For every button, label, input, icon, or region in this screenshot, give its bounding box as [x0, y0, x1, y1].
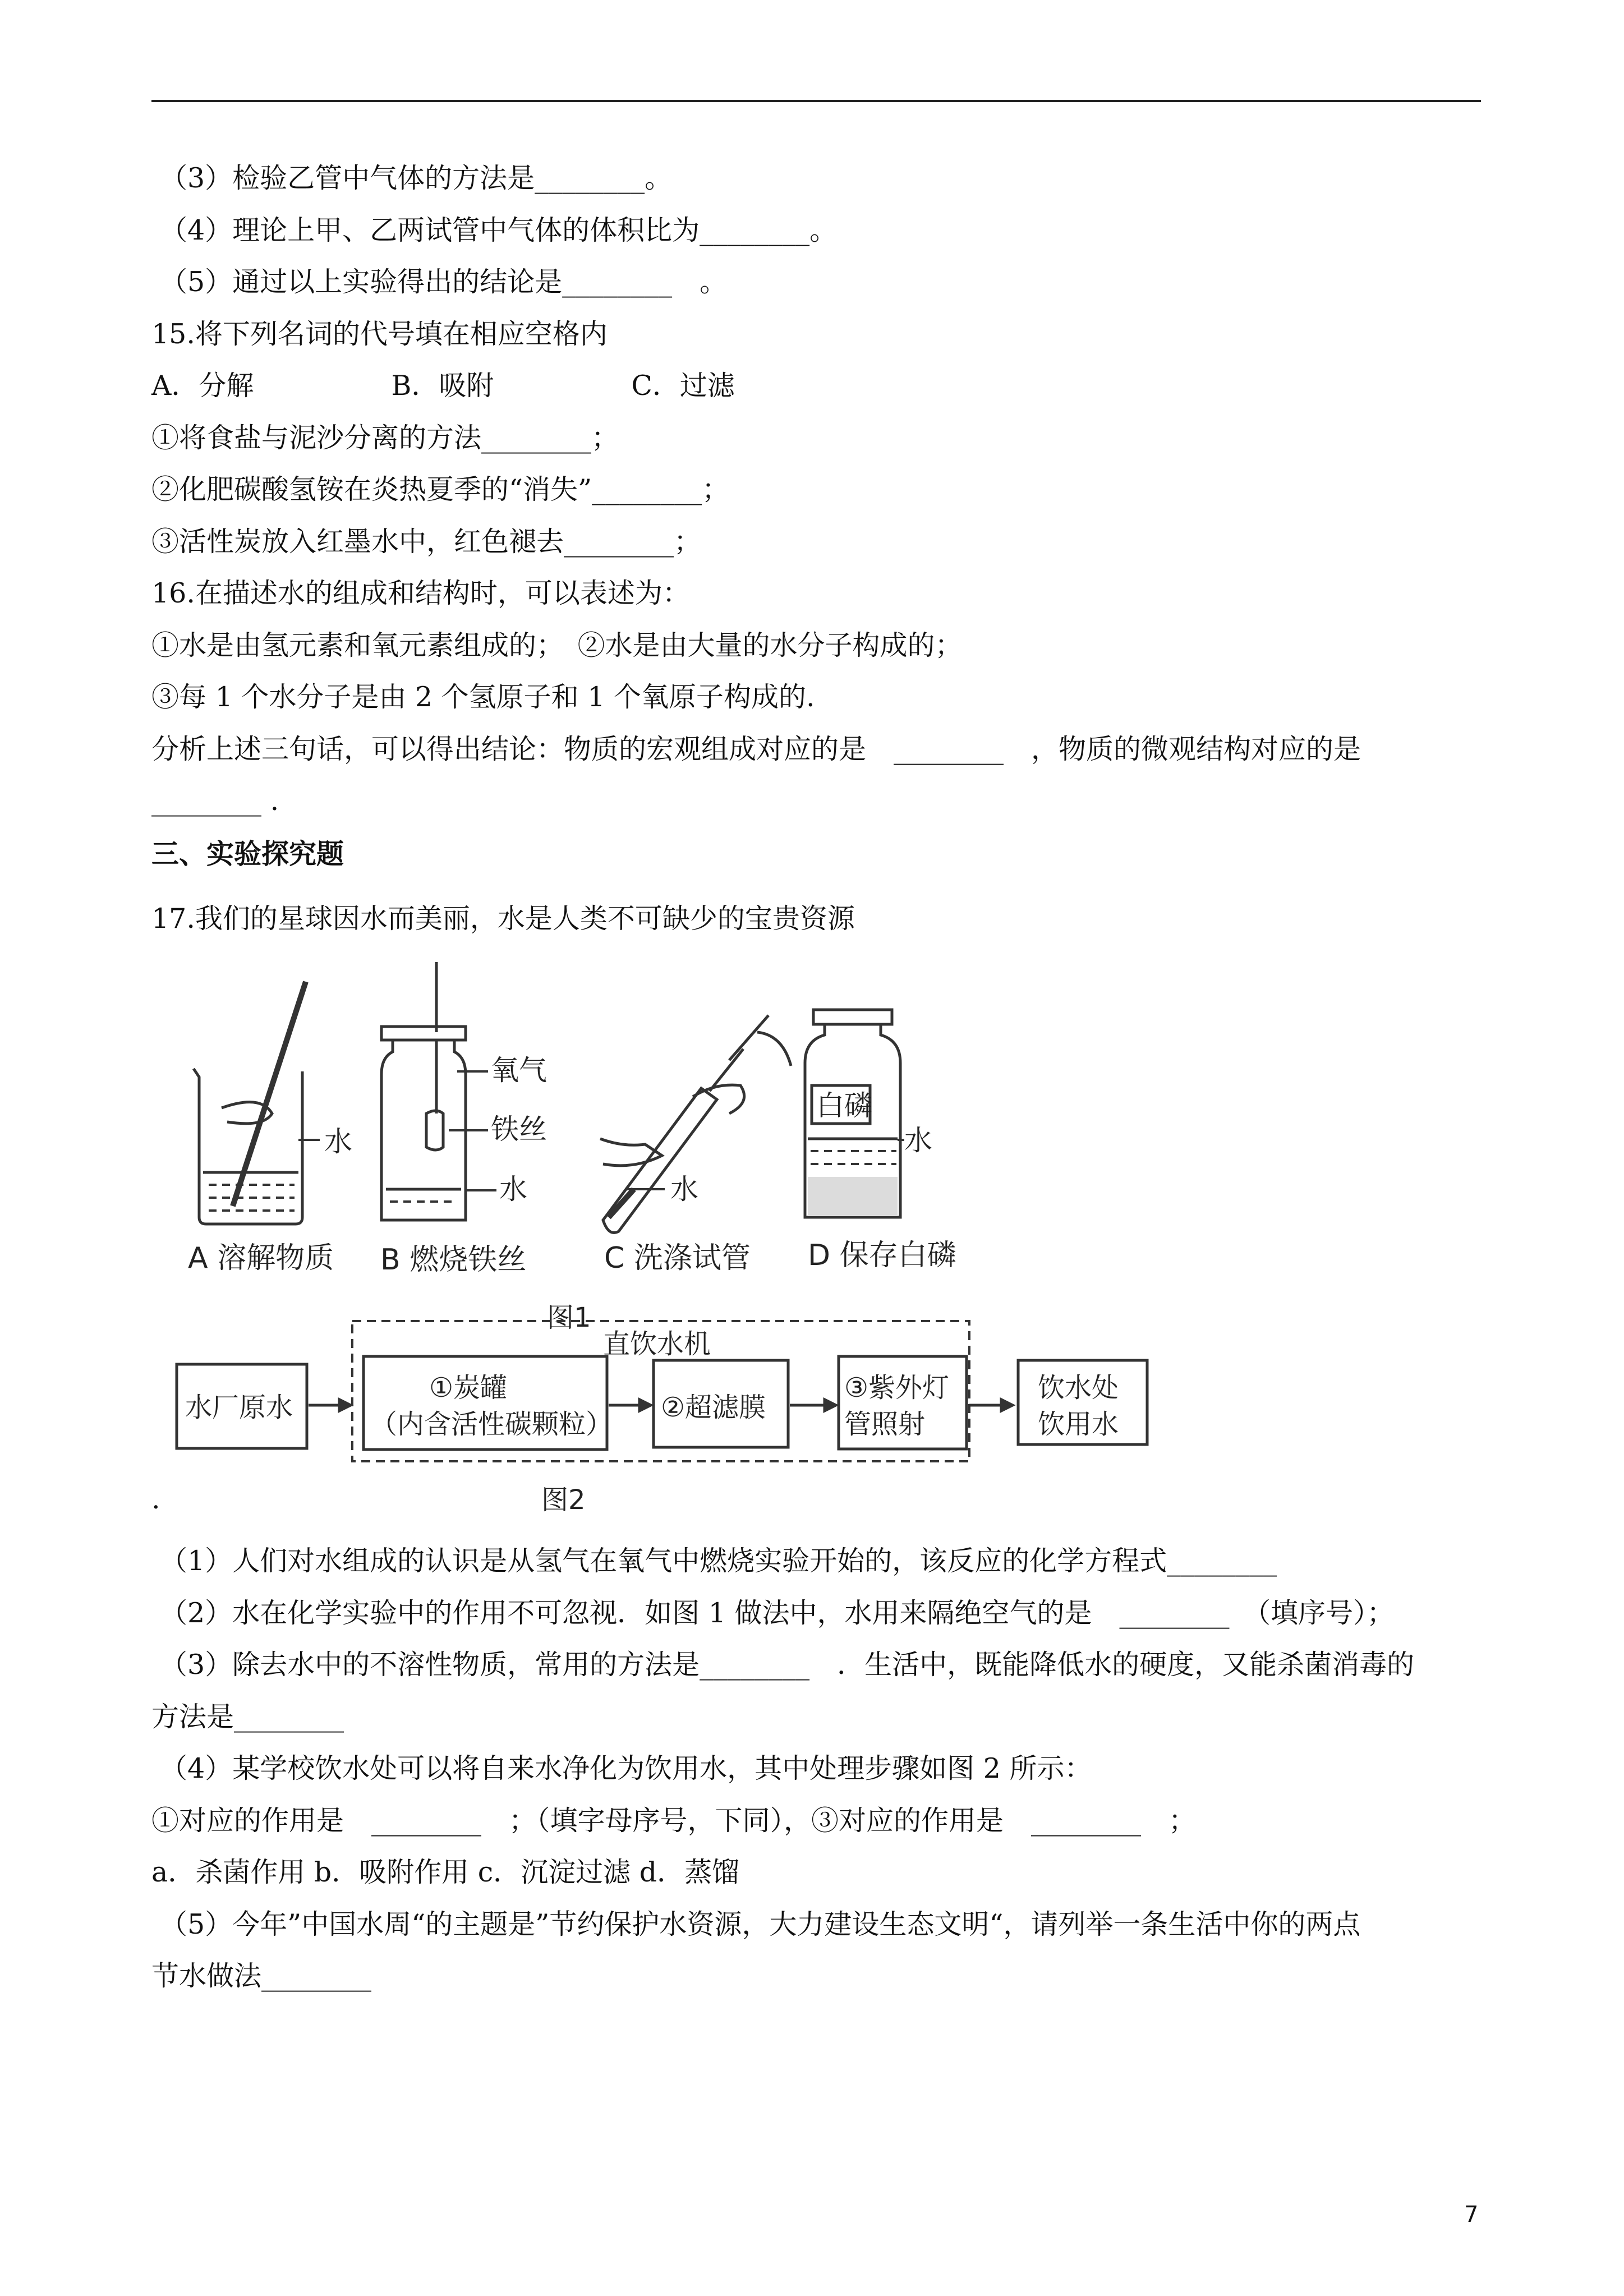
label-water-a: 水 — [324, 1125, 352, 1158]
figure1-test-tube — [600, 1015, 791, 1233]
box-uv-line2: 管照射 — [844, 1409, 926, 1440]
figure-period: . — [151, 1483, 160, 1515]
box-ultrafiltration: ②超滤膜 — [661, 1392, 766, 1423]
q16-line3: 分析上述三句话，可以得出结论：物质的宏观组成对应的是 ________ ，物质的微观结构对应的是 — [151, 733, 1361, 765]
q15-item2: ②化肥碳酸氢铵在炎热夏季的“消失”________； — [151, 473, 730, 505]
q15-options: A．分解 B．吸附 C．过滤 — [151, 370, 735, 402]
box-output-line2: 饮用水 — [1038, 1409, 1119, 1440]
q16-line1: ①水是由氢元素和氧元素组成的； ②水是由大量的水分子构成的； — [151, 629, 963, 661]
q17-part3-cont: 方法是________ — [151, 1701, 344, 1733]
label-white-phosphorus: 白磷 — [816, 1089, 872, 1122]
label-water-b: 水 — [499, 1173, 527, 1205]
q15-item1: ①将食盐与泥沙分离的方法________； — [151, 422, 619, 454]
q15-stem: 15.将下列名词的代号填在相应空格内 — [151, 318, 608, 350]
q17-part5-cont: 节水做法________ — [151, 1960, 372, 1992]
caption-c: C 洗涤试管 — [604, 1241, 751, 1275]
caption-b: B 燃烧铁丝 — [380, 1243, 527, 1277]
label-direct-drink-machine: 直饮水机 — [603, 1328, 711, 1360]
q17-part5: （5）今年”中国水周“的主题是”节约保护水资源，大力建设生态文明“，请列举一条生活中你的两点 — [160, 1908, 1361, 1940]
label-water-c: 水 — [670, 1173, 698, 1205]
q17-part3: （3）除去水中的不溶性物质，常用的方法是________ ．生活中，既能降低水的硬度，又能杀菌消毒的 — [160, 1649, 1415, 1681]
q14-part5: （5）通过以上实验得出的结论是________ 。 — [160, 266, 728, 298]
q16-line2: ③每 1 个水分子是由 2 个氢原子和 1 个氧原子构成的. — [151, 681, 815, 713]
figure1-caption: 图1 — [547, 1302, 591, 1333]
box-output-line1: 饮水处 — [1038, 1372, 1119, 1404]
q16-line4: ________ . — [151, 785, 279, 817]
section-heading: 三、实验探究题 — [151, 838, 344, 870]
box-raw-water: 水厂原水 — [185, 1392, 293, 1423]
q17-part2: （2）水在化学实验中的作用不可忽视．如图 1 做法中，水用来隔绝空气的是 ________ （填序号）； — [160, 1597, 1395, 1629]
box-carbon-tank-line1: ①炭罐 — [429, 1372, 508, 1404]
q17-part1: （1）人们对水组成的认识是从氢气在氧气中燃烧实验开始的，该反应的化学方程式________ — [160, 1545, 1277, 1577]
figure1-reagent-bottle — [805, 1010, 932, 1217]
figure2-flowchart — [177, 1321, 1147, 1516]
q15-item3: ③活性炭放入红墨水中，红色褪去________； — [151, 526, 702, 558]
figure2-caption: 图2 — [541, 1484, 586, 1516]
label-water-d: 水 — [904, 1124, 932, 1157]
caption-d: D 保存白磷 — [808, 1239, 956, 1272]
q17-part4: （4）某学校饮水处可以将自来水净化为饮用水，其中处理步骤如图 2 所示： — [160, 1752, 1092, 1784]
q17-part4-options: a．杀菌作用 b．吸附作用 c．沉淀过滤 d．蒸馏 — [151, 1856, 740, 1888]
label-iron-wire: 铁丝 — [491, 1113, 547, 1145]
label-oxygen: 氧气 — [491, 1054, 547, 1087]
q17-stem: 17.我们的星球因水而美丽，水是人类不可缺少的宝贵资源 — [151, 903, 855, 935]
box-carbon-tank-line2: （内含活性碳颗粒） — [370, 1409, 613, 1440]
page-number: 7 — [1464, 2202, 1479, 2228]
caption-a: A 溶解物质 — [188, 1241, 334, 1275]
q14-part3: （3）检验乙管中气体的方法是________。 — [160, 162, 673, 194]
box-uv-line1: ③紫外灯 — [844, 1372, 950, 1404]
q14-part4: （4）理论上甲、乙两试管中气体的体积比为________。 — [160, 214, 838, 246]
q16-stem: 16.在描述水的组成和结构时，可以表述为： — [151, 577, 690, 609]
q17-part4-items: ①对应的作用是 ________ ；（填字母序号，下同），③对应的作用是 ________ ； — [151, 1805, 1197, 1837]
figure1-gas-jar — [381, 962, 547, 1220]
figure1-beaker — [194, 982, 352, 1224]
